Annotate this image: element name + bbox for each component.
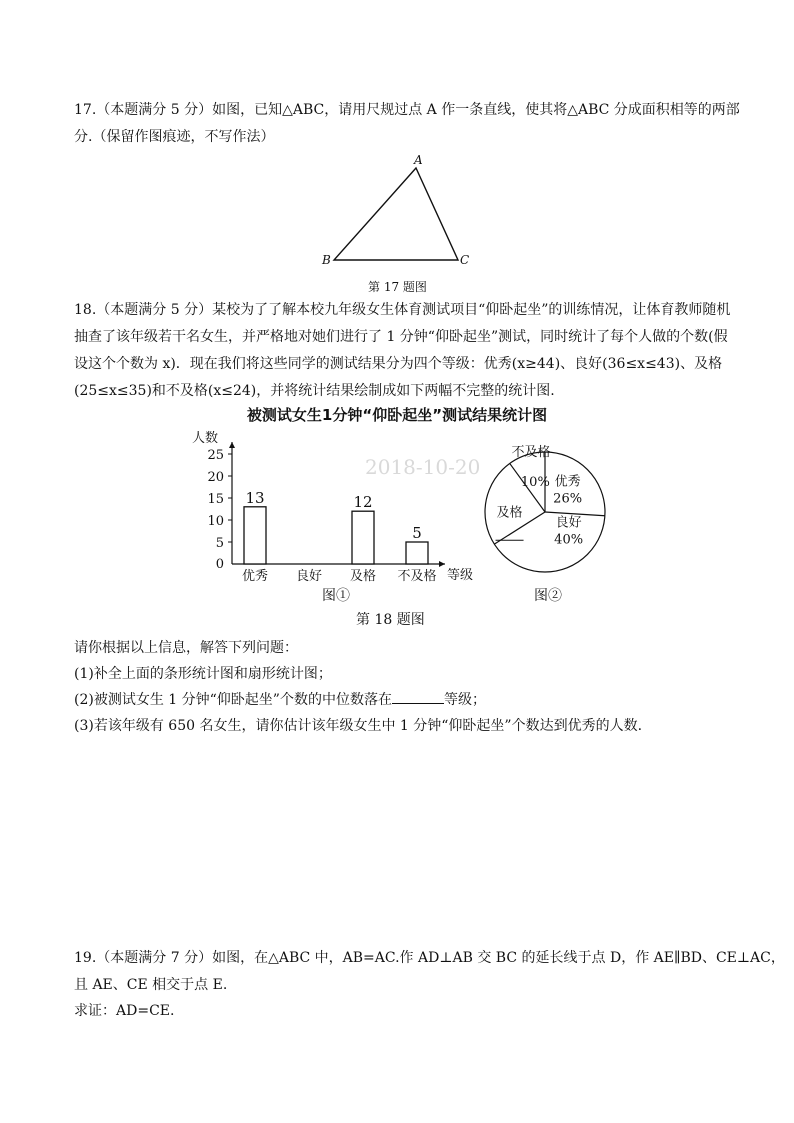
q18-intro: 请你根据以上信息，解答下列问题：	[74, 640, 298, 656]
bar-data-label: 12	[353, 493, 373, 512]
triangle-abc-figure	[310, 148, 490, 272]
pie-slice-name: 及格	[496, 505, 523, 521]
q18-part1: (1)补全上面的条形统计图和扇形统计图；	[74, 666, 332, 682]
y-tick-label: 25	[207, 448, 224, 463]
answer-blank	[392, 691, 444, 704]
q18-part3: (3)若该年级有 650 名女生，请你估计该年级女生中 1 分钟“仰卧起坐”个数达到优秀的人数.	[74, 718, 643, 734]
pie-slice-percent: 10%	[520, 475, 550, 491]
pie-slice-name: 良好	[555, 515, 582, 531]
q17-text-line2: 分.（保留作图痕迹，不写作法）	[74, 129, 275, 145]
y-tick-label: 5	[215, 536, 224, 551]
y-tick-label: 15	[207, 492, 224, 507]
y-tick-label: 0	[215, 557, 224, 572]
q18-text-line1: 18.（本题满分 5 分）某校为了了解本校九年级女生体育测试项目“仰卧起坐”的训练情况，让体育教师随机	[74, 302, 731, 318]
q18-part2	[74, 690, 486, 710]
x-axis-arrow	[439, 561, 445, 567]
bar-data-label: 5	[412, 524, 422, 542]
fig1-label: 图①	[322, 588, 350, 604]
y-tick-label: 10	[207, 514, 224, 529]
bar	[406, 542, 428, 564]
q18-text-line2: 抽查了该年级若干名女生，并严格地对她们进行了 1 分钟“仰卧起坐”测试，同时统计了每个人做的个数(假	[74, 329, 728, 345]
q19-text-line2: 且 AE、CE 相交于点 E.	[74, 977, 228, 993]
fig2-label: 图②	[534, 588, 562, 604]
q18-part2-before: (2)被测试女生 1 分钟“仰卧起坐”个数的中位数落在	[74, 692, 392, 708]
bar-chart	[180, 424, 480, 589]
vertex-c-label: C	[460, 253, 470, 267]
x-tick-label: 良好	[295, 569, 323, 584]
x-tick-label: 不及格	[397, 569, 437, 584]
q19-text-line3: 求证：AD=CE.	[74, 1003, 175, 1019]
pie-slice-name: 不及格	[511, 445, 551, 460]
x-axis-label: 等级	[447, 568, 474, 583]
bar	[352, 511, 374, 564]
y-axis-arrow	[229, 442, 235, 448]
q18-part2-after: 等级；	[443, 692, 486, 708]
pie-slice-percent: 26%	[553, 491, 583, 507]
pie-slice-percent: 40%	[554, 532, 584, 548]
vertex-a-label: A	[414, 153, 423, 167]
pie-chart	[480, 432, 615, 582]
pie-slice-name: 优秀	[554, 474, 581, 490]
x-tick-label: 及格	[349, 569, 377, 584]
y-axis-label: 人数	[192, 431, 219, 446]
y-tick-label: 20	[207, 470, 224, 485]
q17-caption: 第 17 题图	[368, 280, 427, 294]
q18-text-line4: (25≤x≤35)和不及格(x≤24)，并将统计结果绘制成如下两幅不完整的统计图.	[74, 383, 555, 399]
q17-text-line1: 17.（本题满分 5 分）如图，已知△ABC，请用尺规过点 A 作一条直线，使其将△ABC 分成面积相等的两部	[74, 102, 740, 118]
triangle-abc	[334, 168, 458, 260]
watermark-date: 2018-10-20	[365, 455, 481, 479]
bar	[244, 507, 266, 564]
vertex-b-label: B	[322, 253, 331, 267]
q19-text-line1: 19.（本题满分 7 分）如图，在△ABC 中，AB=AC.作 AD⊥AB 交 BC 的延长线于点 D，作 AE∥BD、CE⊥AC，	[74, 950, 785, 966]
q18-text-line3: 设这个个数为 x)．现在我们将这些同学的测试结果分为四个等级：优秀(x≥44)、良好(36≤x≤43)、及格	[74, 356, 723, 372]
chart-title: 被测试女生1分钟“仰卧起坐”测试结果统计图	[246, 406, 548, 424]
q18-caption: 第 18 题图	[356, 612, 425, 628]
x-tick-label: 优秀	[241, 569, 269, 584]
bar-data-label: 13	[245, 488, 265, 507]
